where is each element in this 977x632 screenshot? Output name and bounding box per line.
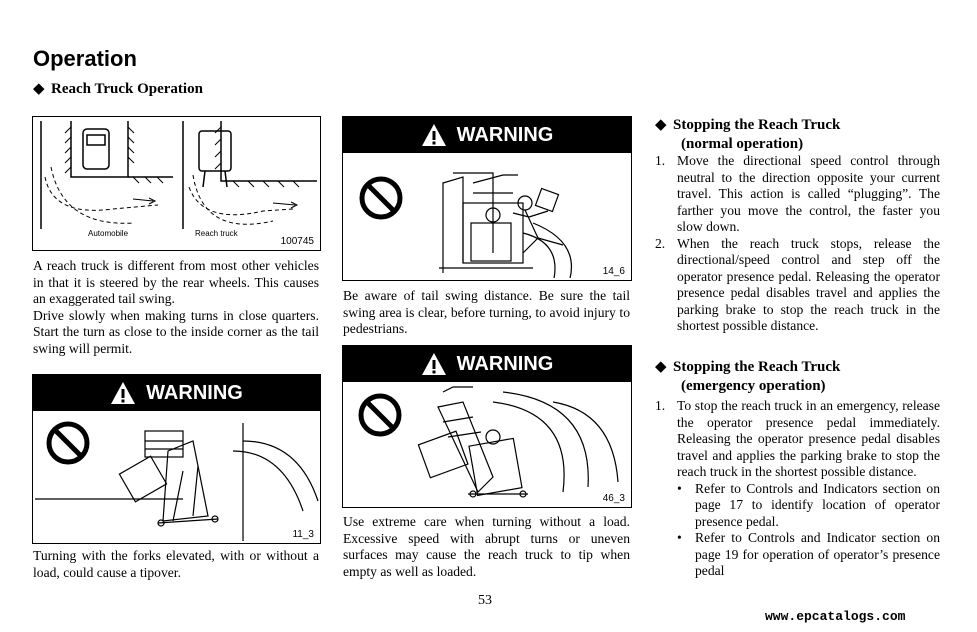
page-title: Operation	[33, 46, 137, 71]
step-number: 1.	[655, 153, 666, 168]
warning-text-tipover: Turning with the forks elevated, with or without a load, could cause a tipover.	[33, 548, 319, 580]
step-text: To stop the reach truck in an emergency, release the operator presence pedal immediately. Releasing the operator presence pedal disables travel and applies the parking brake to stop the reach truck in the shortest possible distance.	[677, 398, 940, 479]
tail-swing-illustration	[33, 117, 320, 250]
watermark-url[interactable]: www.epcatalogs.com	[765, 609, 906, 624]
bullet-dot-icon: •	[677, 530, 682, 545]
bullet-dot-icon: •	[677, 480, 682, 496]
intro-paragraph-2: Drive slowly when making turns in close quarters. Start the turn as close to the inside corner as the tail swing will permit.	[33, 307, 319, 356]
warning-code: 46_3	[602, 493, 625, 504]
warning-header	[343, 117, 631, 153]
normal-stop-steps	[655, 153, 940, 335]
figure-label-reach-truck: Reach truck	[195, 229, 238, 238]
bullet-text: Refer to Controls and Indicators section on page 17 to identify location of operator presence pedal.	[695, 480, 940, 529]
intro-text	[33, 258, 319, 357]
heading-emergency-stop-line2: (emergency operation)	[681, 378, 826, 394]
step-number: 2.	[655, 235, 666, 251]
bullet-item	[677, 481, 940, 531]
step-item	[655, 236, 940, 335]
section-heading-text: Reach Truck Operation	[51, 81, 203, 97]
warning-title: WARNING	[456, 352, 554, 375]
step-item	[655, 398, 940, 580]
warning-box-no-load	[342, 345, 632, 508]
bullet-text: Refer to Controls and Indicator section on page 19 for operation of operator’s presence pedal	[695, 530, 940, 578]
diamond-bullet-icon: ◆	[33, 81, 45, 97]
reference-bullets	[677, 481, 940, 580]
warning-text-no-load: Use extreme care when turning without a load. Excessive speed with abrupt turns or uneven surfaces may cause the reach truck to tip when empty as well as loaded.	[343, 514, 630, 579]
emergency-stop-steps	[655, 398, 940, 580]
warning-title: WARNING	[146, 381, 243, 404]
heading-emergency-stop-line1: Stopping the Reach Truck	[673, 359, 841, 375]
diamond-bullet-icon: ◆	[655, 117, 667, 133]
step-text: Move the directional speed control through neutral to the direction opposite your current travel. This action is called “plugging”. The farther you move the control, the faster you slow down.	[677, 153, 940, 234]
section-heading	[33, 80, 203, 99]
tail-swing-pedestrian-illustration	[343, 153, 631, 278]
tail-swing-figure	[32, 116, 321, 251]
step-number: 1.	[655, 398, 666, 413]
diamond-bullet-icon: ◆	[655, 359, 667, 375]
warning-code: 11_3	[292, 529, 314, 540]
bullet-item	[677, 530, 940, 580]
warning-header	[343, 346, 631, 382]
warning-title: WARNING	[456, 123, 554, 146]
intro-paragraph-1: A reach truck is different from most other vehicles in that it is steered by the rear wheels. This causes an exaggerated tail swing.	[33, 258, 319, 306]
warning-box-tipover	[32, 374, 321, 544]
warning-code: 14_6	[602, 266, 625, 277]
no-load-tipover-illustration	[343, 382, 631, 505]
figure-label-automobile: Automobile	[88, 229, 129, 238]
warning-triangle-icon	[110, 381, 136, 405]
warning-triangle-icon	[421, 123, 447, 147]
warning-text-tail-swing: Be aware of tail swing distance. Be sure the tail swing area is clear, before turning, to avoid injury to pedestrians.	[343, 288, 630, 336]
step-text: When the reach truck stops, release the directional/speed control and step off the operator presence pedal. Releasing the operator presence pedal disables travel and applies the parking brake to stop the reach truck in the shortest possible distance.	[677, 235, 940, 333]
heading-emergency-stop	[655, 358, 945, 396]
warning-triangle-icon	[421, 352, 447, 376]
warning-header	[33, 375, 320, 411]
heading-normal-stop	[655, 116, 945, 154]
figure-code: 100745	[280, 236, 314, 247]
step-item	[655, 153, 940, 236]
page-number: 53	[478, 593, 492, 608]
heading-normal-stop-line2: (normal operation)	[681, 136, 804, 152]
warning-box-tail-swing	[342, 116, 632, 281]
tipover-illustration	[33, 411, 320, 541]
heading-normal-stop-line1: Stopping the Reach Truck	[673, 117, 841, 133]
